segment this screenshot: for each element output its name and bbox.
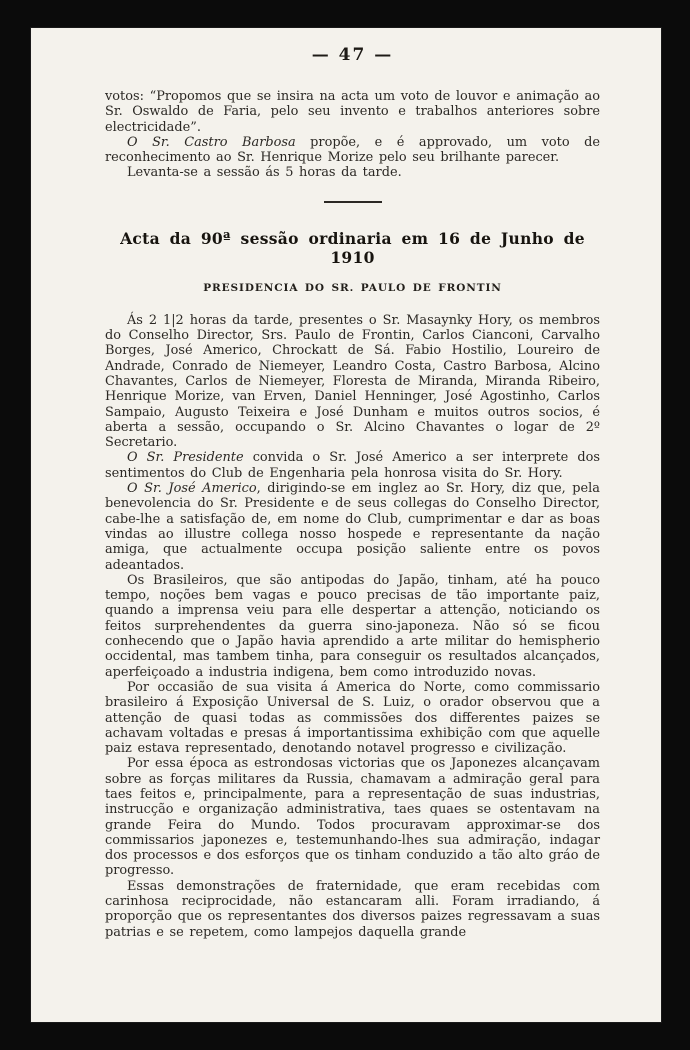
paragraph-presidente (105, 450, 600, 481)
paragraph-votos: votos: “Propomos que se insira na acta um voto de louvor e animação ao Sr. Oswaldo de Faria, pelo seu invento e trabalhos anteriores sobre electricidade”. (105, 89, 600, 135)
top-section (105, 89, 600, 181)
speaker-name: O Sr. Castro Barbosa (127, 134, 296, 150)
paragraph-text: Ás 2 1|2 horas da tarde, presentes o Sr. Masaynky Hory, os membros do Conselho Director, Srs. Paulo de Frontin, Carlos Cianconi, Carvalho Borges, José Americo, Chrockatt de Sá. Fabio Hostilio, Loureiro de Andrade, Conrado de Niemeyer, Leandro Costa, Castro Barbosa, Alcino Chavantes, Carlos de Niemeyer, Floresta de Miranda, Miranda Ribeiro, Henrique Morize, van Erven, Daniel Henninger, José Agostinho, Carlos Sampaio, Augusto Teixeira e José Dunham e muitos outros socios, é aberta a sessão, occupando o Sr. Alcino Chavantes o logar de 2º Secretario. (105, 312, 600, 451)
paragraph-jose-americo (105, 481, 600, 573)
paragraph-text: , dirigindo-se em inglez ao Sr. Hory, diz que, pela benevolencia do Sr. Presidente e de seus collegas do Conselho Director, cabe-lhe a satisfação de, em nome do Club, cumprimentar e dar as boas vindas ao illustre collega nosso hospede e representante da nação amiga, que actualmente occupa posição saliente entre os povos adeantados. (105, 481, 600, 573)
paragraph-visita-america (105, 680, 600, 756)
paragraph-text: Os Brasileiros, que são antipodas do Japão, tinham, até ha pouco tempo, noções bem vagas e pouco precisas de tão importante paiz, quando a imprensa veiu para elle despertar a attenção, noticiando os feitos surprehendentes da guerra sino-japoneza. Não só se ficou conhecendo que o Japão havia aprendido a arte militar do hemispherio occidental, mas tambem tinha, para conseguir os resultados alcançados, aperfeiçoado a industria indigena, bem como introduzido novas. (105, 572, 600, 680)
session-title: Acta da 90ª sessão ordinaria em 16 de Junho de 1910 (120, 228, 585, 267)
paragraph-text: Essas demonstrações de fraternidade, que eram recebidas com carinhosa reciprocidade, não estancaram alli. Foram irradiando, á proporção que os representantes dos diversos paizes regressavam a suas patrias e se repetem, como lampejos daquella grande (105, 878, 600, 940)
paragraph-fraternidade (105, 879, 600, 940)
paragraph-levanta-sessao: Levanta-se a sessão ás 5 horas da tarde. (127, 165, 402, 181)
paragraph-text: propõe, e é approvado, um voto de reconhecimento ao Sr. Henrique Morize pelo seu brilhante parecer. (105, 134, 600, 166)
paragraph-victorias (105, 756, 600, 878)
paragraph-castro-barbosa (105, 135, 600, 166)
document-page (30, 27, 662, 1023)
paragraph-text: Por essa época as estrondosas victorias que os Japonezes alcançavam sobre as forças militares da Russia, chamavam a admiração geral para taes feitos e, principalmente, para a representação de suas industrias, instrucção e organização administrativa, taes quaes se ostentavam na grande Feira do Mundo. Todos procuravam approximar-se dos commissarios japonezes e, testemunhando-lhes sua admiração, indagar dos processos e dos esforços que os tinham conduzido a tão alto gráo de progresso. (105, 756, 600, 879)
paragraph-text: Por occasião de sua visita á America do Norte, como commissario brasileiro á Exposição Universal de S. Luiz, o orador observou que a attenção de quasi todas as commissões dos differentes paizes se achavam voltadas e presas á importantissima exhibição com que aquelle paiz estava representado, denotando notavel progresso e civilização. (105, 679, 600, 757)
paragraph-attendance (105, 313, 600, 451)
paragraph-brasileiros (105, 573, 600, 680)
paragraph-text: convida o Sr. José Americo a ser interprete dos sentimentos do Club de Engenharia pela honrosa visita do Sr. Hory. (105, 450, 600, 481)
section-divider (324, 201, 382, 203)
session-subtitle: PRESIDENCIA DO SR. PAULO DE FRONTIN (203, 281, 502, 294)
speaker-name: O Sr. Presidente (127, 450, 244, 466)
speaker-name: O Sr. José Americo (127, 481, 257, 497)
page-number: — 47 — (311, 45, 394, 65)
session-body (105, 313, 600, 940)
